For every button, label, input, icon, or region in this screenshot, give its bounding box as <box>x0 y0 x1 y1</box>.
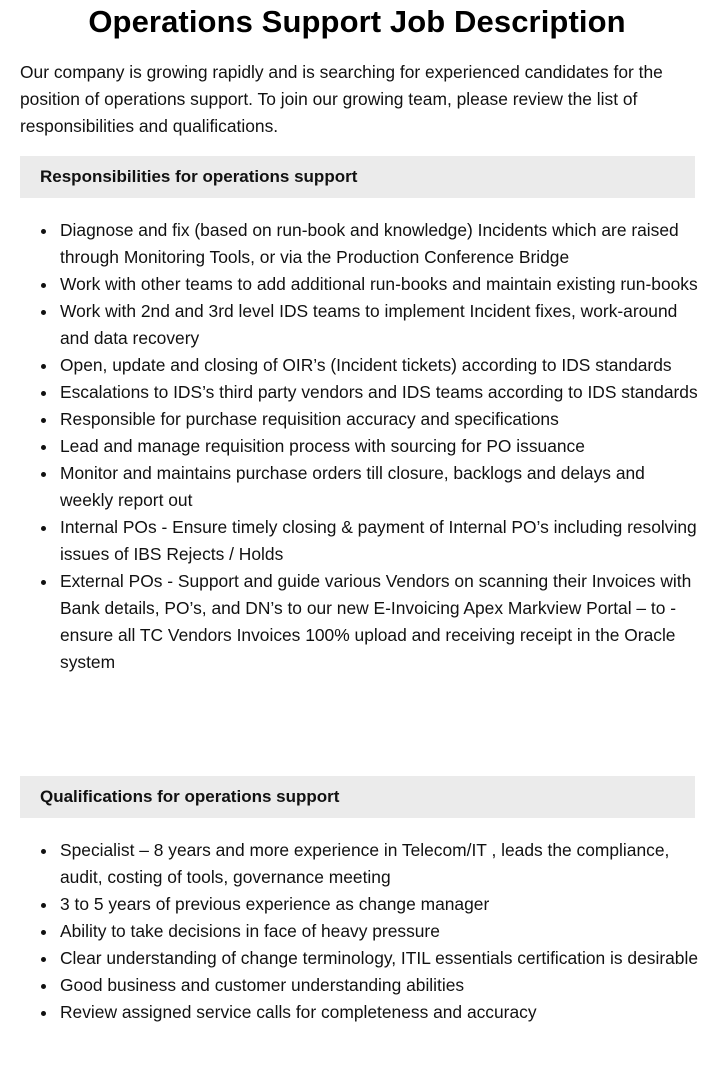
list-item-text: Diagnose and fix (based on run-book and knowledge) Incidents which are raised through Monitoring Tools, or via the Production Conference Bridge <box>60 220 679 267</box>
bullet-icon <box>41 229 46 234</box>
list-item <box>20 298 700 352</box>
list-item-text: Ability to take decisions in face of heavy pressure <box>60 921 440 941</box>
list-item <box>20 406 700 433</box>
page-title: Operations Support Job Description <box>88 4 626 39</box>
list-item-text: Monitor and maintains purchase orders till closure, backlogs and delays and weekly report out <box>60 463 645 510</box>
list-item-text: Escalations to IDS’s third party vendors and IDS teams according to IDS standards <box>60 382 698 402</box>
bullet-icon <box>41 1011 46 1016</box>
list-item-text: Responsible for purchase requisition accuracy and specifications <box>60 409 559 429</box>
bullet-icon <box>41 984 46 989</box>
list-item-text: External POs - Support and guide various Vendors on scanning their Invoices with Bank details, PO’s, and DN’s to our new E-Invoicing Apex Markview Portal – to - ensure all TC Vendors Invoices 100% upload and receiving receipt in the Oracle system <box>60 571 692 672</box>
list-item <box>20 999 700 1026</box>
list-item <box>20 514 700 568</box>
list-item <box>20 891 700 918</box>
bullet-icon <box>41 930 46 935</box>
list-item-text: Lead and manage requisition process with sourcing for PO issuance <box>60 436 585 456</box>
list-item-text: Work with other teams to add additional run-books and maintain existing run-books <box>60 274 698 294</box>
list-item-text: Review assigned service calls for completeness and accuracy <box>60 1002 537 1022</box>
bullet-icon <box>41 283 46 288</box>
list-item <box>20 379 700 406</box>
responsibilities-list <box>20 217 700 676</box>
responsibilities-heading: Responsibilities for operations support <box>20 156 695 198</box>
list-item <box>20 433 700 460</box>
bullet-icon <box>41 472 46 477</box>
bullet-icon <box>41 526 46 531</box>
list-item <box>20 352 700 379</box>
list-item <box>20 217 700 271</box>
list-item-text: Specialist – 8 years and more experience in Telecom/IT , leads the compliance, audit, costing of tools, governance meeting <box>60 840 670 887</box>
list-item <box>20 271 700 298</box>
qualifications-list <box>20 837 700 1026</box>
list-item <box>20 460 700 514</box>
list-item-text: Work with 2nd and 3rd level IDS teams to implement Incident fixes, work-around and data recovery <box>60 301 678 348</box>
bullet-icon <box>41 391 46 396</box>
bullet-icon <box>41 445 46 450</box>
bullet-icon <box>41 903 46 908</box>
list-item-text: Internal POs - Ensure timely closing & payment of Internal PO’s including resolving issues of IBS Rejects / Holds <box>60 517 697 564</box>
list-item-text: 3 to 5 years of previous experience as change manager <box>60 894 490 914</box>
list-item <box>20 945 700 972</box>
list-item-text: Open, update and closing of OIR’s (Incident tickets) according to IDS standards <box>60 355 672 375</box>
list-item <box>20 972 700 999</box>
list-item-text: Clear understanding of change terminology, ITIL essentials certification is desirable <box>60 948 698 968</box>
bullet-icon <box>41 364 46 369</box>
list-item <box>20 837 700 891</box>
bullet-icon <box>41 849 46 854</box>
list-item <box>20 568 700 676</box>
list-item <box>20 918 700 945</box>
bullet-icon <box>41 418 46 423</box>
bullet-icon <box>41 310 46 315</box>
list-item-text: Good business and customer understanding abilities <box>60 975 465 995</box>
qualifications-heading: Qualifications for operations support <box>20 776 695 818</box>
bullet-icon <box>41 957 46 962</box>
intro-paragraph: Our company is growing rapidly and is searching for experienced candidates for the position of operations support. To join our growing team, please review the list of responsibilities and qualifications. <box>20 62 663 136</box>
bullet-icon <box>41 580 46 585</box>
